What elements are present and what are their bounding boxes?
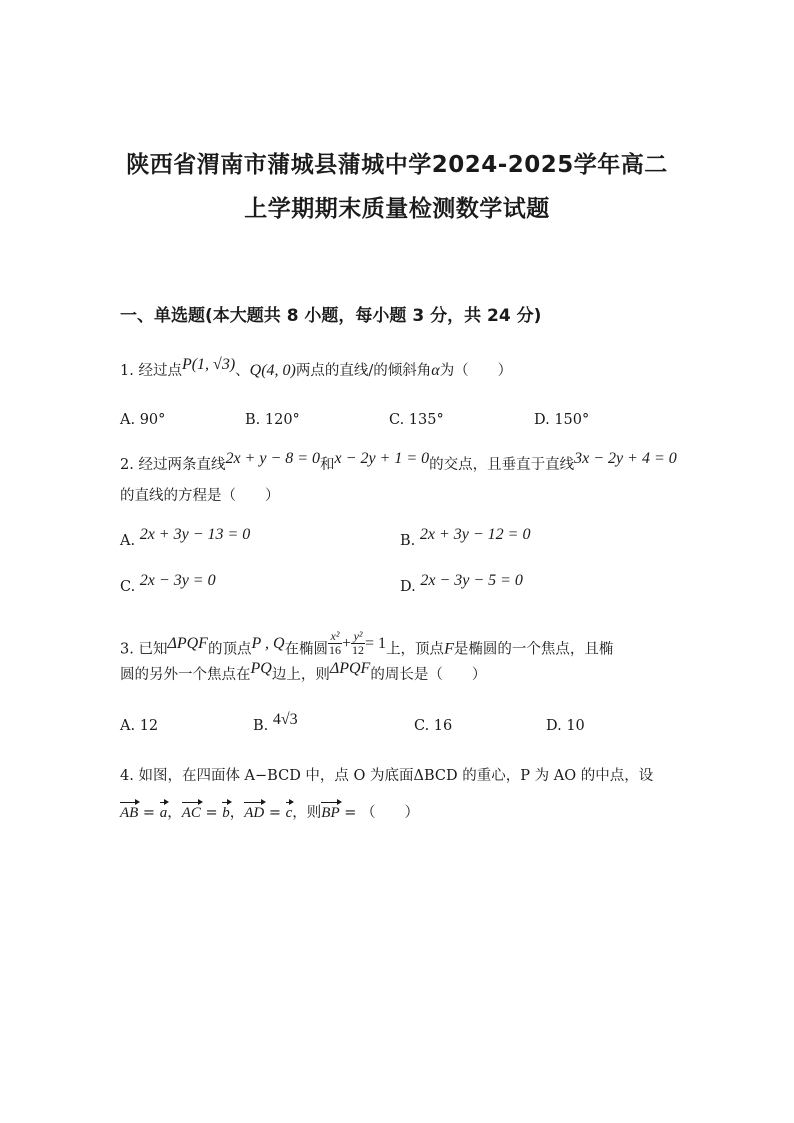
q2-option-b-eq: 2x + 3y − 12 = 0 (419, 526, 531, 543)
q4-eq2: = (200, 805, 223, 821)
q2-line3-eq: 3x − 2y + 4 = 0 (574, 450, 677, 467)
q3-plus: + (342, 634, 352, 652)
q1-point-p: P(1, √3) (181, 356, 236, 373)
q2-line1-eq: 2x + y − 8 = 0 (225, 450, 321, 467)
q4-vector-b: b (222, 805, 230, 821)
q2-line2-eq: x − 2y + 1 = 0 (334, 450, 430, 467)
q4-eq3: = (264, 805, 286, 821)
q2-option-c[interactable] (120, 572, 216, 597)
q4-vector-bp: BP (321, 805, 340, 821)
q3-frac-y-den: 12 (352, 643, 365, 657)
q2-option-d-eq: 2x − 3y − 5 = 0 (420, 572, 523, 589)
q2-option-a-eq: 2x + 3y − 13 = 0 (139, 526, 251, 543)
question-2 (120, 450, 677, 475)
q3-frac-x-num: x² (328, 630, 342, 644)
q4-comma2: ， (229, 805, 245, 821)
q2-option-b[interactable] (400, 526, 531, 551)
q1-option-b[interactable]: B. 120° (245, 412, 300, 428)
q2-mid: 的交点，且垂直于直线 (429, 457, 575, 473)
q2-option-a-letter: A. (120, 533, 136, 549)
q4-vector-ac: AC (181, 805, 201, 821)
q1-suffix: 两点的直线/的倾斜角 (295, 363, 432, 379)
q2-option-b-letter: B. (400, 533, 416, 549)
q3-option-b[interactable] (253, 711, 298, 736)
q3-option-b-math: 4√3 (272, 711, 298, 728)
q3-option-b-letter: B. (253, 718, 269, 734)
q3-t2: 的顶点 (207, 641, 252, 658)
q1-option-a[interactable]: A. 90° (120, 412, 166, 428)
q4-comma1: ， (167, 805, 182, 821)
document-title-line1: 陕西省渭南市蒲城县蒲城中学2024-2025学年高二 (126, 152, 668, 178)
q1-point-q: Q(4, 0) (249, 362, 296, 379)
question-1 (120, 356, 513, 381)
q2-option-a[interactable] (120, 526, 251, 551)
q3-pq: P , Q (251, 634, 285, 652)
q3-triangle-2: ΔPQF (329, 660, 371, 677)
q4-line2 (120, 803, 419, 823)
q2-option-d-letter: D. (400, 579, 416, 595)
q1-alpha: α (431, 362, 440, 379)
q4-vector-a: a (159, 805, 168, 821)
q4-comma3: ，则 (292, 805, 322, 821)
q2-and: 和 (320, 457, 335, 473)
q3-f: F (444, 640, 454, 658)
q1-prefix: 1. 经过点 (120, 363, 182, 379)
q3-option-a[interactable]: A. 12 (120, 718, 159, 734)
q4-eq1: = (138, 805, 160, 821)
q1-option-c[interactable]: C. 135° (389, 412, 444, 428)
q3-frac-y (351, 630, 365, 657)
q1-sep: 、 (235, 363, 250, 379)
q3-frac-x (328, 630, 342, 657)
q3-line2b: 边上，则 (271, 667, 330, 683)
q3-t3: 在椭圆 (284, 641, 328, 658)
q1-end: 为（ ） (439, 363, 513, 379)
section-heading: 一、单选题(本大题共 8 小题，每小题 3 分，共 24 分) (120, 306, 542, 326)
question-4: 4. 如图，在四面体 A−BCD 中，点 O 为底面ΔBCD 的重心，P 为 AO 的中点，设 (120, 768, 654, 784)
q4-vector-ad: AD (244, 805, 265, 821)
q3-option-d[interactable]: D. 10 (546, 718, 585, 734)
q3-option-c[interactable]: C. 16 (414, 718, 453, 734)
q2-option-c-letter: C. (120, 579, 136, 595)
q2-option-d[interactable] (400, 572, 523, 597)
q4-vector-ab: AB (120, 805, 139, 821)
q3-eq1: = 1 (365, 634, 387, 652)
q3-t5: 是椭圆的一个焦点，且椭 (453, 641, 614, 658)
q2-line2: 的直线的方程是（ ） (120, 488, 280, 504)
q3-line2c: 的周长是（ ） (370, 667, 487, 683)
q1-option-d[interactable]: D. 150° (534, 412, 590, 428)
q3-triangle: ΔPQF (167, 634, 208, 652)
document-title-line2: 上学期期末质量检测数学试题 (244, 196, 550, 222)
q3-line2a: 圆的另外一个焦点在 (120, 667, 251, 683)
q4-vector-c: c (285, 805, 293, 821)
q3-line2 (120, 660, 487, 685)
q2-prefix: 2. 经过两条直线 (120, 457, 226, 473)
question-3 (120, 629, 614, 663)
q3-frac-x-den: 16 (329, 643, 341, 657)
q4-end: = （ ） (339, 805, 419, 821)
q3-pq-segment: PQ (250, 660, 272, 677)
q2-option-c-eq: 2x − 3y = 0 (139, 572, 216, 589)
q3-t4: 上，顶点 (386, 641, 445, 658)
q3-frac-y-num: y² (351, 630, 365, 644)
q3-prefix: 3. 已知 (120, 641, 168, 658)
